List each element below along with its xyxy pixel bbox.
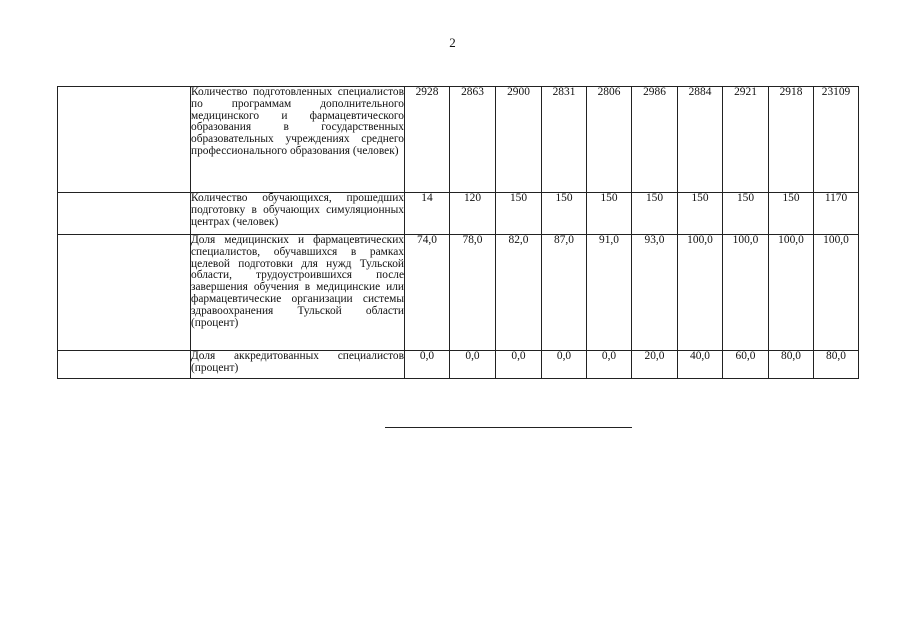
indicator-name-cell — [191, 193, 405, 235]
value-cell: 0,0 — [496, 351, 542, 379]
table-row — [58, 193, 859, 235]
value-cell: 93,0 — [632, 235, 678, 351]
value-cell: 2900 — [496, 87, 542, 193]
table-row — [58, 87, 859, 193]
value-cell: 0,0 — [542, 351, 587, 379]
page-number: 2 — [449, 35, 456, 50]
table-row — [58, 351, 859, 379]
value-cell: 2921 — [723, 87, 769, 193]
total-cell: 80,0 — [814, 351, 859, 379]
value-cell: 2884 — [678, 87, 723, 193]
value-cell: 0,0 — [405, 351, 450, 379]
value-cell: 0,0 — [587, 351, 632, 379]
value-cell: 150 — [769, 193, 814, 235]
total-cell: 1170 — [814, 193, 859, 235]
indicators-table — [57, 86, 859, 379]
value-cell: 2928 — [405, 87, 450, 193]
empty-cell — [58, 235, 191, 351]
empty-cell — [58, 87, 191, 193]
value-cell: 87,0 — [542, 235, 587, 351]
value-cell: 82,0 — [496, 235, 542, 351]
value-cell: 91,0 — [587, 235, 632, 351]
indicator-name: Доля медицинских и фармацевтических специалистов, обучавшихся в рамках целевой подготовки для нужд Тульской области, трудоустроившихся после завершения обучения в медицинские или фармацевтические организации системы здравоохранения Тульской области (процент) — [191, 234, 404, 329]
indicator-name: Количество обучающихся, прошедших подготовку в обучающих симуляционных центрах (человек) — [191, 192, 404, 228]
value-cell: 120 — [450, 193, 496, 235]
value-cell: 150 — [678, 193, 723, 235]
value-cell: 2806 — [587, 87, 632, 193]
total-cell: 23109 — [814, 87, 859, 193]
value-cell: 150 — [632, 193, 678, 235]
value-cell: 150 — [496, 193, 542, 235]
indicator-name-cell — [191, 235, 405, 351]
total-cell: 100,0 — [814, 235, 859, 351]
value-cell: 78,0 — [450, 235, 496, 351]
value-cell: 2918 — [769, 87, 814, 193]
table-row — [58, 235, 859, 351]
value-cell: 40,0 — [678, 351, 723, 379]
value-cell: 150 — [587, 193, 632, 235]
indicator-name-cell — [191, 351, 405, 379]
value-cell: 100,0 — [769, 235, 814, 351]
value-cell: 150 — [723, 193, 769, 235]
value-cell: 2831 — [542, 87, 587, 193]
value-cell: 100,0 — [678, 235, 723, 351]
indicator-name-cell — [191, 87, 405, 193]
value-cell: 74,0 — [405, 235, 450, 351]
value-cell: 14 — [405, 193, 450, 235]
value-cell: 80,0 — [769, 351, 814, 379]
value-cell: 150 — [542, 193, 587, 235]
value-cell: 100,0 — [723, 235, 769, 351]
value-cell: 2986 — [632, 87, 678, 193]
value-cell: 20,0 — [632, 351, 678, 379]
empty-cell — [58, 193, 191, 235]
indicator-name: Доля аккредитованных специалистов (процент) — [191, 350, 404, 374]
value-cell: 0,0 — [450, 351, 496, 379]
end-rule — [385, 427, 632, 428]
indicator-name: Количество подготовленных специалистов по программам дополнительного медицинского и фармацевтического образования в государственных образовательных учреждениях среднего профессионального образования (человек) — [191, 86, 404, 157]
value-cell: 60,0 — [723, 351, 769, 379]
value-cell: 2863 — [450, 87, 496, 193]
empty-cell — [58, 351, 191, 379]
